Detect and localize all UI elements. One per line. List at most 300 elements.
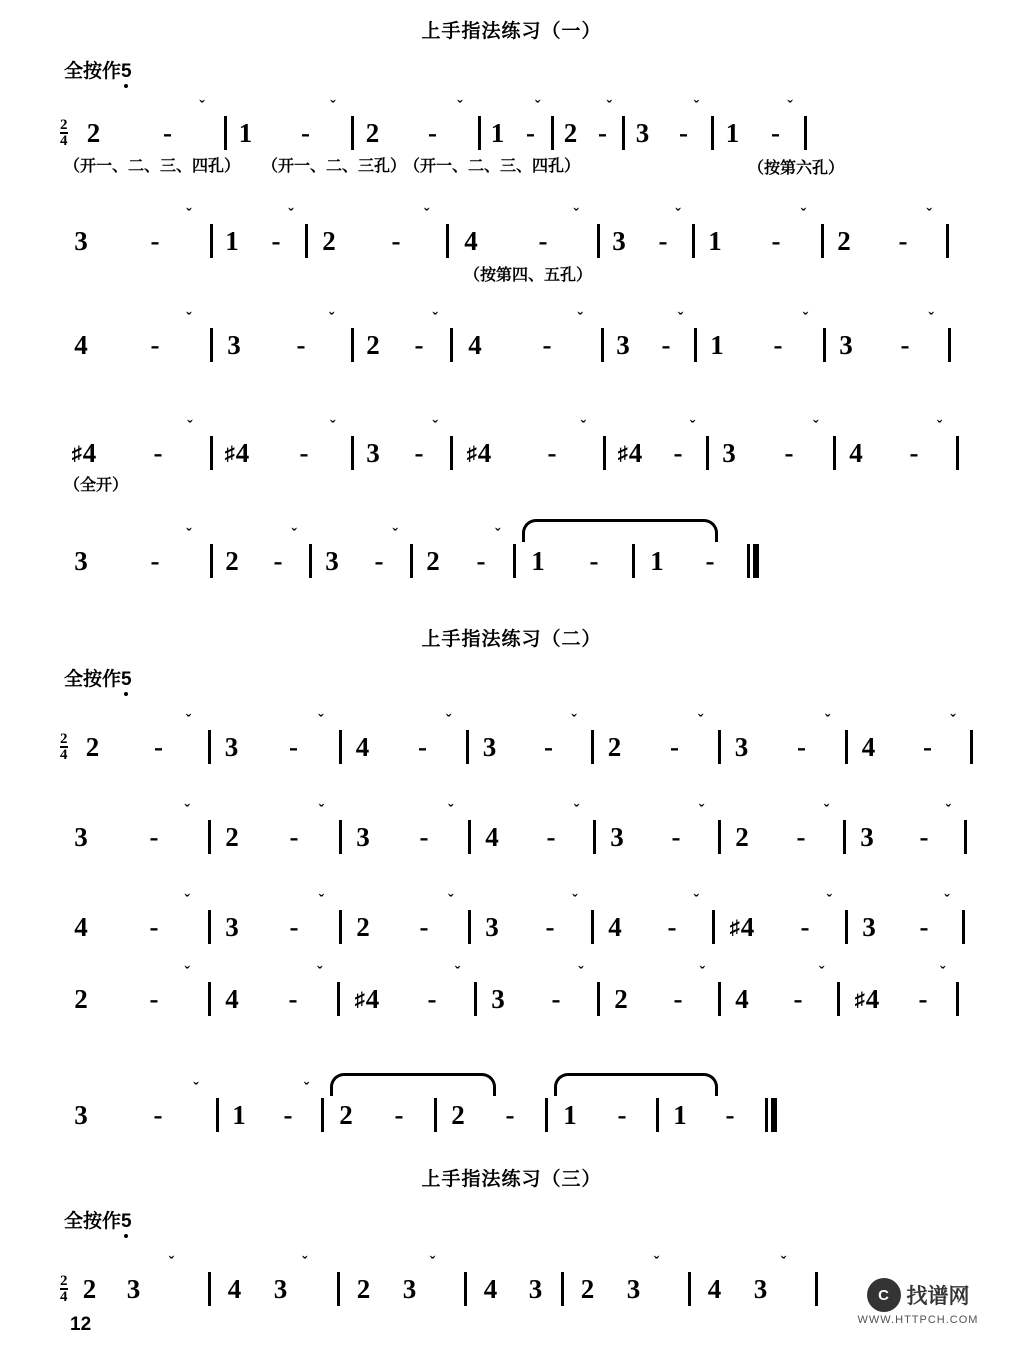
note: ♯4 bbox=[224, 437, 250, 468]
barline bbox=[843, 820, 846, 854]
measure bbox=[213, 890, 337, 953]
note: 3 bbox=[616, 329, 630, 360]
measure bbox=[723, 962, 835, 1025]
note: ˇ - bbox=[427, 962, 461, 1014]
section-title: 上手指法练习（一） bbox=[421, 21, 602, 42]
note: ˇ - bbox=[671, 800, 705, 852]
note: ˇ - bbox=[773, 308, 809, 360]
barline bbox=[321, 1098, 324, 1132]
barline bbox=[956, 436, 959, 470]
measure bbox=[602, 204, 690, 267]
barline bbox=[224, 116, 227, 150]
barline bbox=[970, 730, 973, 764]
time-signature: 2 4 bbox=[60, 730, 68, 763]
note: 3 bbox=[224, 731, 239, 762]
measure bbox=[60, 890, 206, 953]
note: ˇ - bbox=[898, 204, 933, 256]
note: ˇ 3 bbox=[626, 1252, 660, 1304]
note: ♯4 bbox=[854, 983, 880, 1014]
note: 3 bbox=[485, 911, 499, 942]
barline bbox=[551, 116, 554, 150]
note: ˇ - bbox=[428, 96, 463, 148]
note: ˇ - bbox=[771, 96, 793, 148]
note: ˇ - bbox=[419, 800, 454, 852]
note: ˇ - bbox=[163, 96, 205, 148]
measure bbox=[711, 416, 831, 479]
barline bbox=[474, 982, 477, 1016]
note: ˇ - bbox=[918, 962, 946, 1014]
note: ˇ - bbox=[670, 710, 704, 762]
measure bbox=[344, 800, 466, 863]
note: 3 bbox=[860, 821, 874, 852]
barline bbox=[513, 544, 516, 578]
note: 4 bbox=[355, 731, 370, 762]
barline bbox=[351, 116, 354, 150]
note: 2 bbox=[365, 117, 380, 148]
barline bbox=[833, 436, 836, 470]
measure bbox=[596, 890, 710, 953]
note: ˇ - bbox=[273, 524, 298, 576]
measure bbox=[717, 890, 843, 953]
note: ˇ - bbox=[545, 890, 578, 942]
note: ˇ 3 bbox=[273, 1252, 308, 1304]
measure bbox=[473, 800, 591, 863]
note: ˇ - bbox=[667, 890, 700, 942]
note: 2 bbox=[82, 1273, 97, 1304]
note: - bbox=[725, 1099, 735, 1130]
barline bbox=[339, 910, 342, 944]
note: ˇ - bbox=[149, 890, 191, 942]
measure bbox=[415, 524, 511, 587]
measure bbox=[479, 962, 595, 1025]
measure bbox=[314, 524, 408, 587]
barline bbox=[962, 910, 965, 944]
barline bbox=[337, 1272, 340, 1306]
measure bbox=[598, 800, 716, 863]
barline bbox=[466, 730, 469, 764]
page-number: 12 bbox=[70, 1314, 92, 1335]
watermark-logo-icon: C bbox=[867, 1278, 901, 1312]
note: ˇ - bbox=[658, 204, 681, 256]
note: 3 bbox=[225, 911, 239, 942]
barline bbox=[823, 328, 826, 362]
note: ˇ - bbox=[301, 96, 336, 148]
barline bbox=[208, 910, 211, 944]
barline bbox=[210, 544, 213, 578]
staff-line bbox=[0, 524, 1023, 598]
note: 3 bbox=[862, 911, 876, 942]
note: 3 bbox=[528, 1273, 543, 1304]
note: - bbox=[617, 1099, 627, 1130]
note: 2 bbox=[322, 225, 336, 256]
measure bbox=[693, 1252, 813, 1315]
note: ˇ - bbox=[661, 308, 684, 360]
note: 3 bbox=[482, 731, 497, 762]
watermark bbox=[833, 1278, 1003, 1326]
note: ˇ - bbox=[784, 416, 819, 468]
note: ˇ - bbox=[414, 416, 439, 468]
note: ˇ - bbox=[153, 1078, 199, 1130]
measure bbox=[699, 308, 821, 371]
barline bbox=[622, 116, 625, 150]
section-3 bbox=[0, 1164, 1023, 1191]
note: ˇ - bbox=[797, 710, 831, 762]
barline bbox=[450, 436, 453, 470]
note: ˇ - bbox=[418, 710, 452, 762]
measure bbox=[471, 710, 589, 773]
section-title: 上手指法练习（二） bbox=[421, 629, 602, 650]
barline bbox=[845, 910, 848, 944]
barline bbox=[337, 982, 340, 1016]
watermark-logo bbox=[833, 1278, 1003, 1312]
annotation: （开一、二、三、四孔） bbox=[64, 158, 241, 175]
note: 2 bbox=[837, 225, 851, 256]
note: ˇ - bbox=[546, 800, 580, 852]
measure bbox=[716, 96, 802, 159]
measure bbox=[697, 204, 819, 267]
barline bbox=[688, 1272, 691, 1306]
staff-line bbox=[0, 710, 1023, 784]
measure bbox=[451, 204, 595, 267]
barline bbox=[210, 224, 213, 258]
measure bbox=[848, 800, 962, 863]
annotation: （按第六孔） bbox=[748, 160, 845, 177]
note: 4 bbox=[74, 329, 88, 360]
measure bbox=[723, 800, 841, 863]
note: 2 bbox=[74, 983, 88, 1014]
note: 2 bbox=[86, 117, 101, 148]
annotation: （全开） bbox=[64, 477, 129, 494]
time-signature: 2 4 bbox=[60, 1272, 68, 1305]
barline bbox=[711, 116, 714, 150]
note: ˇ - bbox=[673, 416, 696, 468]
note: 2 bbox=[225, 545, 239, 576]
note: 2 bbox=[580, 1273, 595, 1304]
note: 2 bbox=[225, 821, 239, 852]
annotation: （开一、二、三、四孔） bbox=[404, 158, 581, 175]
note: ˇ - bbox=[771, 204, 807, 256]
staff-line bbox=[0, 416, 1023, 490]
barline bbox=[718, 820, 721, 854]
note: 1 bbox=[673, 1099, 687, 1130]
barline bbox=[591, 910, 594, 944]
measure bbox=[826, 204, 944, 267]
note: 3 bbox=[74, 1099, 88, 1130]
note: 3 bbox=[734, 731, 749, 762]
barline bbox=[351, 436, 354, 470]
note: 2 bbox=[426, 545, 440, 576]
measure bbox=[326, 1089, 432, 1141]
measure bbox=[356, 416, 448, 479]
note: ˇ - bbox=[673, 962, 706, 1014]
note: 1 bbox=[225, 225, 239, 256]
barline bbox=[468, 820, 471, 854]
note: ˇ - bbox=[919, 890, 950, 942]
tuning-1 bbox=[64, 56, 132, 83]
final-barline bbox=[747, 544, 759, 578]
note: ˇ - bbox=[271, 204, 294, 256]
measure bbox=[850, 710, 968, 773]
measure bbox=[661, 1089, 761, 1141]
section-title: 上手指法练习（三） bbox=[421, 1169, 602, 1190]
note: 4 bbox=[707, 1273, 722, 1304]
measure bbox=[356, 308, 448, 371]
note: ˇ - bbox=[153, 416, 193, 468]
barline bbox=[208, 1272, 211, 1306]
annotation: （按第四、五孔） bbox=[464, 267, 593, 284]
measure bbox=[473, 890, 589, 953]
note: ˇ - bbox=[391, 204, 430, 256]
barline bbox=[210, 436, 213, 470]
note: ˇ - bbox=[598, 96, 613, 148]
measure bbox=[215, 524, 307, 587]
annotation: （开一、二、三孔） bbox=[262, 158, 407, 175]
barline bbox=[446, 224, 449, 258]
barline bbox=[597, 224, 600, 258]
measure bbox=[215, 204, 303, 267]
note: 1 bbox=[710, 329, 724, 360]
barline bbox=[410, 544, 413, 578]
note: - bbox=[589, 545, 599, 576]
barline bbox=[656, 1098, 659, 1132]
note: 4 bbox=[849, 437, 863, 468]
note: ˇ - bbox=[419, 890, 454, 942]
measure bbox=[723, 710, 843, 773]
note: 2 bbox=[356, 1273, 371, 1304]
barline bbox=[956, 982, 959, 1016]
note: 3 bbox=[610, 821, 624, 852]
barline bbox=[309, 544, 312, 578]
measure bbox=[842, 962, 954, 1025]
measure bbox=[850, 890, 960, 953]
note: ˇ 3 bbox=[753, 1252, 787, 1304]
note: 4 bbox=[225, 983, 239, 1014]
note: ˇ - bbox=[154, 710, 192, 762]
measure bbox=[838, 416, 954, 479]
staff-line bbox=[0, 890, 1023, 964]
measure bbox=[356, 96, 476, 159]
tuning-label: 全按作 bbox=[64, 61, 122, 82]
barline bbox=[478, 116, 481, 150]
measure bbox=[60, 800, 206, 863]
note: 3 bbox=[74, 225, 88, 256]
note: ˇ - bbox=[909, 416, 943, 468]
barline bbox=[305, 224, 308, 258]
note: 4 bbox=[735, 983, 749, 1014]
note: - bbox=[505, 1099, 515, 1130]
note: 2 bbox=[563, 117, 578, 148]
note: 3 bbox=[74, 821, 88, 852]
note: 4 bbox=[74, 911, 88, 942]
measure bbox=[606, 308, 692, 371]
measure bbox=[342, 962, 472, 1025]
note: 3 bbox=[366, 437, 380, 468]
note: 3 bbox=[227, 329, 241, 360]
measure bbox=[213, 1252, 335, 1315]
note: 4 bbox=[861, 731, 876, 762]
measure bbox=[602, 962, 716, 1025]
watermark-name: 找谱网 bbox=[906, 1285, 970, 1308]
note: 2 bbox=[85, 731, 100, 762]
measure bbox=[596, 710, 716, 773]
note: 1 bbox=[725, 117, 740, 148]
barline bbox=[545, 1098, 548, 1132]
measure bbox=[74, 710, 206, 773]
note: - bbox=[394, 1099, 404, 1130]
measure bbox=[342, 1252, 462, 1315]
note: ˇ - bbox=[796, 800, 830, 852]
measure bbox=[215, 416, 349, 479]
note: 4 bbox=[608, 911, 622, 942]
measure bbox=[74, 96, 222, 159]
note: ˇ - bbox=[923, 710, 956, 762]
measure bbox=[566, 1252, 686, 1315]
barline bbox=[593, 820, 596, 854]
barline bbox=[208, 982, 211, 1016]
note: 1 bbox=[563, 1099, 577, 1130]
barline bbox=[706, 436, 709, 470]
barline bbox=[450, 328, 453, 362]
note: ♯4 bbox=[71, 437, 97, 468]
barline bbox=[210, 328, 213, 362]
note: 2 bbox=[614, 983, 628, 1014]
note: 4 bbox=[483, 1273, 498, 1304]
measure bbox=[455, 308, 599, 371]
note: 1 bbox=[650, 545, 664, 576]
note: 3 bbox=[356, 821, 370, 852]
note: 1 bbox=[232, 1099, 246, 1130]
measure bbox=[310, 204, 444, 267]
measure bbox=[60, 524, 208, 587]
note: 4 bbox=[227, 1273, 242, 1304]
tuning-2 bbox=[64, 664, 132, 691]
measure bbox=[627, 96, 709, 159]
note: 3 bbox=[722, 437, 736, 468]
note: ˇ - bbox=[793, 962, 825, 1014]
note: ˇ 3 bbox=[126, 1252, 175, 1304]
tuning-3 bbox=[64, 1206, 132, 1233]
note: 2 bbox=[451, 1099, 465, 1130]
measure bbox=[518, 535, 630, 587]
note: 3 bbox=[491, 983, 505, 1014]
measure bbox=[455, 416, 601, 479]
barline bbox=[718, 982, 721, 1016]
barline bbox=[601, 328, 604, 362]
note: 2 bbox=[607, 731, 622, 762]
note: ˇ - bbox=[296, 308, 335, 360]
measure bbox=[556, 96, 620, 159]
barline bbox=[351, 328, 354, 362]
time-signature: 2 4 bbox=[60, 116, 68, 149]
note: ˇ - bbox=[547, 416, 587, 468]
note: 2 bbox=[356, 911, 370, 942]
barline bbox=[561, 1272, 564, 1306]
measure bbox=[439, 1089, 543, 1141]
staff-line bbox=[0, 800, 1023, 874]
final-barline bbox=[765, 1098, 777, 1132]
barline bbox=[591, 730, 594, 764]
section-1 bbox=[0, 16, 1023, 43]
measure bbox=[469, 1263, 559, 1315]
barline bbox=[597, 982, 600, 1016]
barline bbox=[468, 910, 471, 944]
note: 1 bbox=[490, 117, 505, 148]
note: ˇ - bbox=[526, 96, 541, 148]
barline bbox=[692, 224, 695, 258]
measure bbox=[60, 962, 206, 1025]
barline bbox=[845, 730, 848, 764]
barline bbox=[464, 1272, 467, 1306]
staff-line bbox=[0, 308, 1023, 382]
tuning-note: 5 bbox=[121, 61, 132, 82]
note: 3 bbox=[325, 545, 339, 576]
staff-line bbox=[0, 962, 1023, 1036]
note: 4 bbox=[464, 225, 478, 256]
note: ˇ - bbox=[149, 800, 191, 852]
measure bbox=[608, 416, 704, 479]
measure bbox=[60, 204, 208, 267]
note: 1 bbox=[238, 117, 253, 148]
measure bbox=[483, 96, 549, 159]
note: ˇ - bbox=[150, 308, 192, 360]
measure bbox=[550, 1089, 654, 1141]
watermark-url: WWW.HTTPCH.COM bbox=[857, 1314, 979, 1326]
measure bbox=[213, 962, 335, 1025]
note: ˇ - bbox=[900, 308, 935, 360]
note: ♯4 bbox=[354, 983, 380, 1014]
barline bbox=[208, 820, 211, 854]
tuning-label: 全按作 bbox=[64, 669, 122, 690]
tuning-note: 5 bbox=[121, 1211, 132, 1232]
note: 2 bbox=[366, 329, 380, 360]
note: ˇ - bbox=[289, 890, 325, 942]
note: ˇ - bbox=[150, 204, 192, 256]
measure bbox=[74, 1252, 206, 1315]
measure bbox=[60, 1078, 214, 1141]
barline bbox=[946, 224, 949, 258]
barline bbox=[712, 910, 715, 944]
barline bbox=[718, 730, 721, 764]
note: 2 bbox=[735, 821, 749, 852]
note: ˇ - bbox=[289, 710, 324, 762]
note: 3 bbox=[635, 117, 650, 148]
barline bbox=[964, 820, 967, 854]
note: 4 bbox=[485, 821, 499, 852]
staff-line bbox=[0, 1078, 1023, 1152]
measure bbox=[213, 710, 337, 773]
note: ♯4 bbox=[729, 911, 755, 942]
note: ˇ - bbox=[288, 962, 323, 1014]
note: ˇ - bbox=[149, 962, 191, 1014]
measure bbox=[221, 1078, 319, 1141]
note: ˇ - bbox=[538, 204, 580, 256]
note: ˇ - bbox=[150, 524, 192, 576]
barline bbox=[821, 224, 824, 258]
barline bbox=[603, 436, 606, 470]
note: ♯4 bbox=[466, 437, 492, 468]
barline bbox=[339, 730, 342, 764]
barline bbox=[632, 544, 635, 578]
note: ˇ - bbox=[800, 890, 833, 942]
measure bbox=[637, 535, 743, 587]
barline bbox=[694, 328, 697, 362]
measure bbox=[215, 308, 349, 371]
note: ˇ - bbox=[542, 308, 584, 360]
note: ˇ - bbox=[299, 416, 336, 468]
note: ˇ - bbox=[544, 710, 577, 762]
note: ˇ - bbox=[551, 962, 584, 1014]
note: ˇ - bbox=[476, 524, 501, 576]
